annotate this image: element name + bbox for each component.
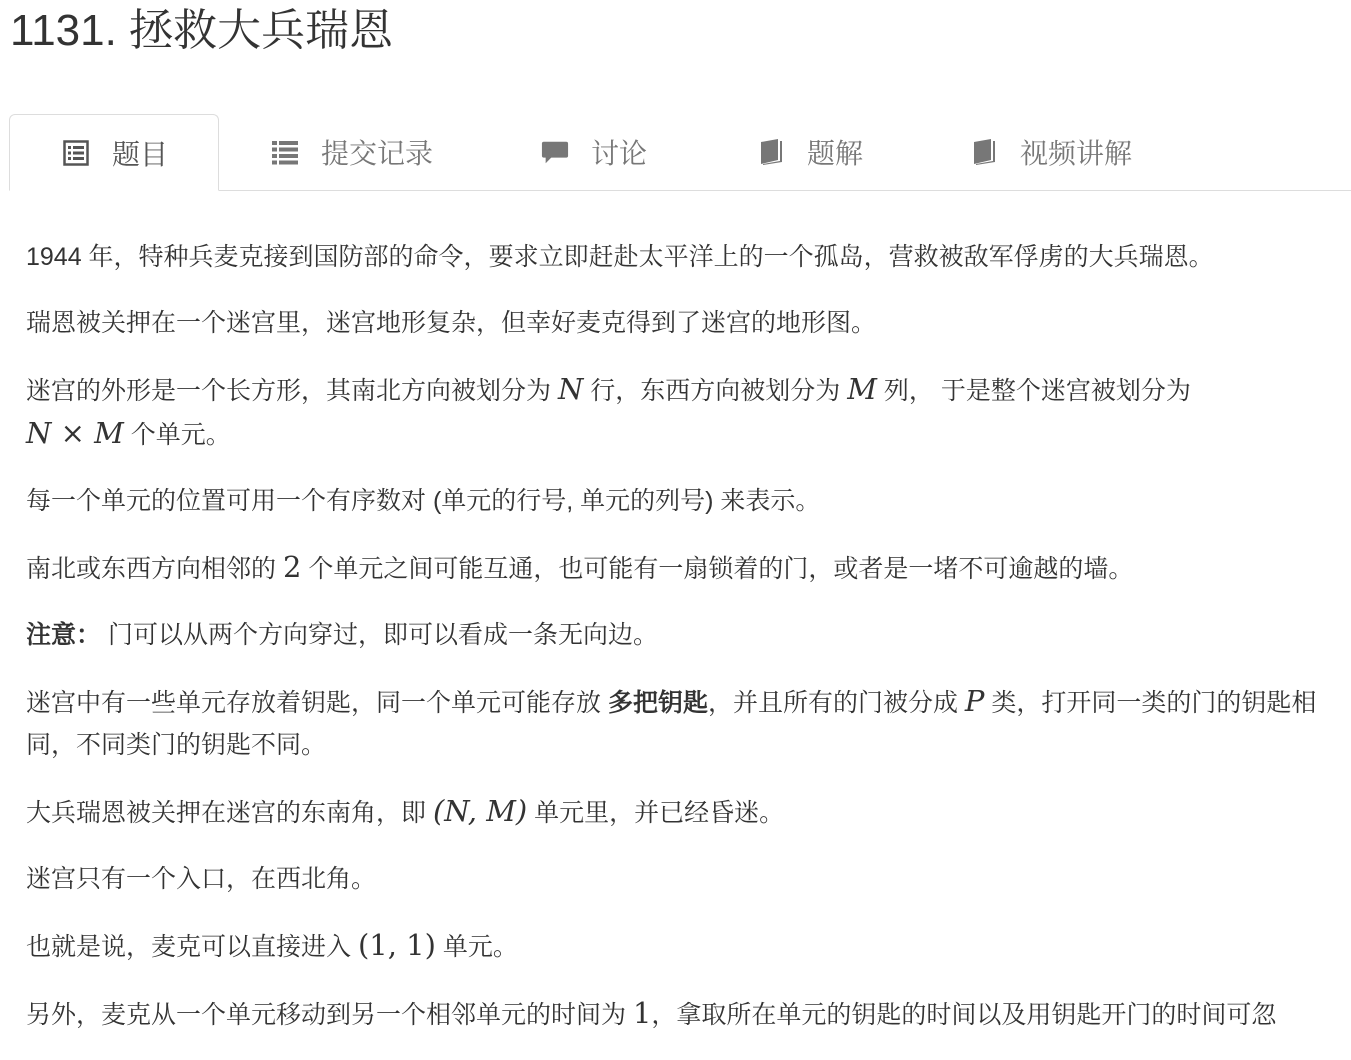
- problem-paragraph: 注意： 门可以从两个方向穿过，即可以看成一条无向边。: [26, 621, 658, 649]
- tab-problem-label: 题目: [112, 138, 169, 170]
- book-icon: [970, 138, 998, 166]
- problem-paragraph: 瑞恩被关押在一个迷宫里，迷宫地形复杂，但幸好麦克得到了迷宫的地形图。: [26, 309, 877, 337]
- tab-video-label: 视频讲解: [1020, 138, 1133, 169]
- math-expression: N: [557, 372, 584, 406]
- problem-paragraph: 1944 年，特种兵麦克接到国防部的命令，要求立即赶赴太平洋上的一个孤岛，营救被敌军俘虏的大兵瑞恩。: [26, 243, 1214, 271]
- problem-paragraph: 另外，麦克从一个单元移动到另一个相邻单元的时间为 1，拿取所在单元的钥匙的时间以及用钥匙开门的时间可忽: [26, 996, 1277, 1030]
- problem-paragraph: 迷宫只有一个入口，在西北角。: [26, 865, 377, 893]
- problem-paragraph: 每一个单元的位置可用一个有序数对 (单元的行号, 单元的列号) 来表示。: [26, 487, 821, 515]
- tab-video[interactable]: [970, 114, 1132, 190]
- tab-solutions[interactable]: [757, 114, 863, 190]
- problem-paragraph: 南北或东西方向相邻的 2 个单元之间可能互通，也可能有一扇锁着的门，或者是一堵不可逾越的墙。: [26, 550, 1134, 584]
- tab-discussion-label: 讨论: [591, 138, 648, 169]
- emphasis-text: 多把钥匙: [607, 689, 708, 717]
- list-alt-icon: [62, 139, 90, 167]
- math-expression: (1, 1): [357, 928, 436, 962]
- math-expression: (N, M): [432, 794, 528, 828]
- tab-submissions[interactable]: [271, 114, 433, 190]
- tab-submissions-label: 提交记录: [321, 138, 434, 169]
- math-expression: M: [847, 372, 877, 406]
- problem-paragraph: 迷宫的外形是一个长方形，其南北方向被划分为 N 行，东西方向被划分为 M 列， 于是整个迷宫被划分为 N × M 个单元。: [26, 372, 1191, 450]
- math-expression: P: [964, 684, 985, 718]
- math-expression: N × M: [26, 416, 124, 450]
- problem-paragraph: 迷宫中有一些单元存放着钥匙，同一个单元可能存放 多把钥匙，并且所有的门被分成 P 类，打开同一类的门的钥匙相同，不同类门的钥匙不同。: [26, 684, 1317, 759]
- book-icon: [757, 138, 785, 166]
- tab-problem[interactable]: [9, 114, 219, 191]
- math-expression: 1: [632, 996, 652, 1030]
- page-title: 1131. 拯救大兵瑞恩: [10, 6, 394, 55]
- tab-discussion[interactable]: [541, 114, 647, 190]
- problem-description: [26, 236, 1344, 1060]
- comment-icon: [541, 138, 569, 166]
- note-label: 注意：: [26, 621, 102, 649]
- math-expression: 2: [282, 550, 302, 584]
- list-icon: [271, 138, 299, 166]
- tab-solutions-label: 题解: [807, 138, 864, 169]
- problem-paragraph: 也就是说，麦克可以直接进入 (1, 1) 单元。: [26, 928, 518, 962]
- problem-paragraph: 大兵瑞恩被关押在迷宫的东南角，即 (N, M) 单元里，并已经昏迷。: [26, 794, 785, 828]
- problem-tabs: [9, 114, 1351, 191]
